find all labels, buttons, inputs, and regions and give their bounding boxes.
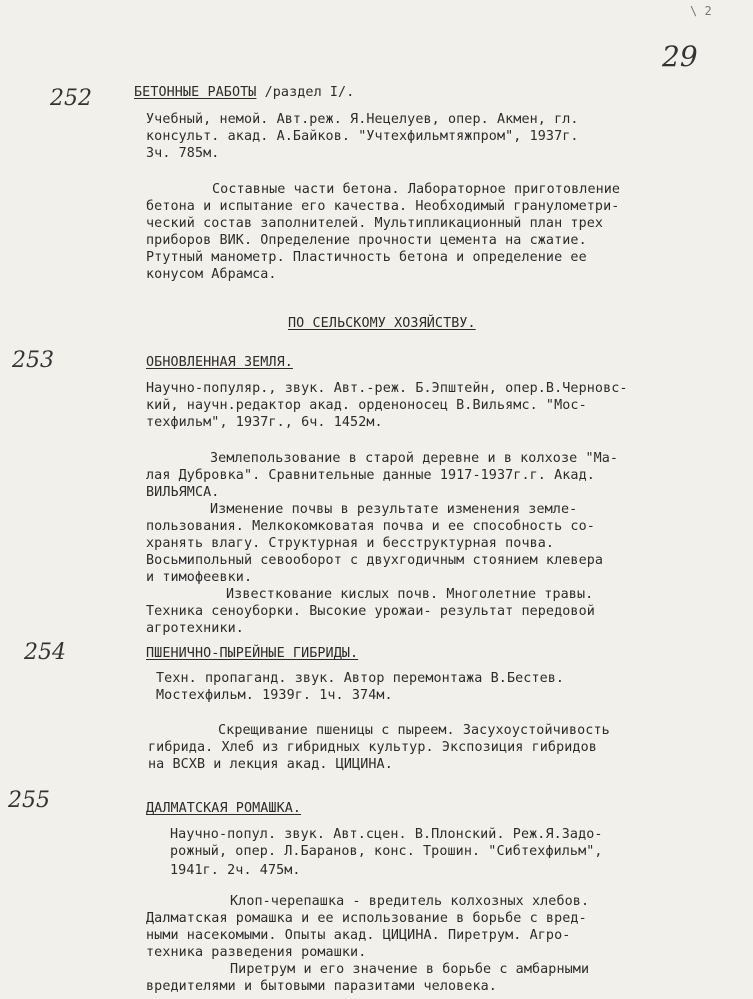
page-number: 29 — [662, 40, 698, 73]
section-heading: ПО СЕЛЬСКОМУ ХОЗЯЙСТВУ. — [288, 316, 476, 331]
body-line: Известкование кислых почв. Многолетние травы. — [226, 587, 594, 602]
body-line: гибрида. Хлеб из гибридных культур. Экспозиция гибридов — [148, 740, 597, 755]
credit-line: консульт. акад. А.Байков. "Учтехфильмтяжпром", 1937г. — [146, 129, 579, 144]
body-line: Техника сеноуборки. Высокие урожаи- результат передовой — [146, 604, 595, 619]
body-line: Землепользование в старой деревне и в колхозе "Ма- — [210, 451, 619, 466]
body-line: хранять влагу. Структурная и бесструктурная почва. — [146, 536, 555, 551]
body-line: Ртутный манометр. Пластичность бетона и определение ее — [146, 250, 587, 265]
credit-line: рожный, опер. Л.Баранов, конс. Трошин. "Сибтехфильм", — [170, 844, 603, 859]
credit-line: 1941г. 2ч. 475м. — [170, 863, 301, 878]
body-line: на ВСХВ и лекция акад. ЦИЦИНА. — [148, 757, 393, 772]
entry-number: 252 — [50, 86, 92, 111]
body-line: лая Дубровка". Сравнительные данные 1917-1937г.г. Акад. — [146, 468, 595, 483]
credit-line: 3ч. 785м. — [146, 146, 220, 161]
credit-line: Учебный, немой. Авт.реж. Я.Нецелуев, опер. Акмен, гл. — [146, 112, 579, 127]
body-line: Далматская ромашка и ее использование в борьбе с вред- — [146, 911, 587, 926]
body-line: Скрещивание пшеницы с пыреем. Засухоустойчивость — [218, 723, 610, 738]
body-line: ческий состав заполнителей. Мультипликационный план трех — [146, 216, 604, 231]
body-line: ВИЛЬЯМСА. — [146, 485, 220, 500]
entry-title: БЕТОННЫЕ РАБОТЫ — [134, 85, 257, 100]
body-line: Восьмипольный севооборот с двухгодичным стоянием клевера — [146, 553, 604, 568]
body-line: Составные части бетона. Лабораторное приготовление — [212, 182, 621, 197]
credit-line: Научно-популяр., звук. Авт.-реж. Б.Эпштейн, опер.В.Черновс- — [146, 381, 628, 396]
body-line: ными насекомыми. Опыты акад. ЦИЦИНА. Пиретрум. Агро- — [146, 928, 571, 943]
body-line: Клоп-черепашка - вредитель колхозных хлебов. — [230, 894, 590, 909]
body-line: техника разведения ромашки. — [146, 945, 367, 960]
body-line: вредителями и бытовыми паразитами человека. — [146, 979, 497, 994]
credit-line: кий, научн.редактор акад. орденоносец В.Вильямс. "Мос- — [146, 398, 587, 413]
entry-title: ПШЕНИЧНО-ПЫРЕЙНЫЕ ГИБРИДЫ. — [146, 646, 359, 661]
body-line: Пиретрум и его значение в борьбе с амбарными — [230, 962, 590, 977]
entry-number: 254 — [24, 640, 66, 665]
entry-number: 255 — [8, 788, 50, 813]
body-line: бетона и испытание его качества. Необходимый гранулометри- — [146, 199, 620, 214]
entry-title: ОБНОВЛЕННАЯ ЗЕМЛЯ. — [146, 355, 293, 370]
corner-mark: \ 2 — [690, 4, 712, 18]
body-line: конусом Абрамса. — [146, 267, 277, 282]
entry-title-line — [134, 84, 354, 101]
entry-title-suffix: /раздел I/. — [256, 85, 355, 100]
body-line: пользования. Мелкокомковатая почва и ее способность со- — [146, 519, 595, 534]
credit-line: техфильм", 1937г., 6ч. 1452м. — [146, 415, 383, 430]
credit-line: Мостехфильм. 1939г. 1ч. 374м. — [156, 688, 393, 703]
body-line: приборов ВИК. Определение прочности цемента на сжатие. — [146, 233, 587, 248]
body-line: агротехники. — [146, 621, 244, 636]
entry-number: 253 — [12, 348, 54, 373]
body-line: Изменение почвы в результате изменения земле- — [210, 502, 578, 517]
body-line: и тимофеевки. — [146, 570, 253, 585]
credit-line: Научно-попул. звук. Авт.сцен. В.Плонский. Реж.Я.Задо- — [170, 827, 603, 842]
credit-line: Техн. пропаганд. звук. Автор перемонтажа В.Бестев. — [156, 671, 565, 686]
entry-title: ДАЛМАТСКАЯ РОМАШКА. — [146, 801, 302, 816]
